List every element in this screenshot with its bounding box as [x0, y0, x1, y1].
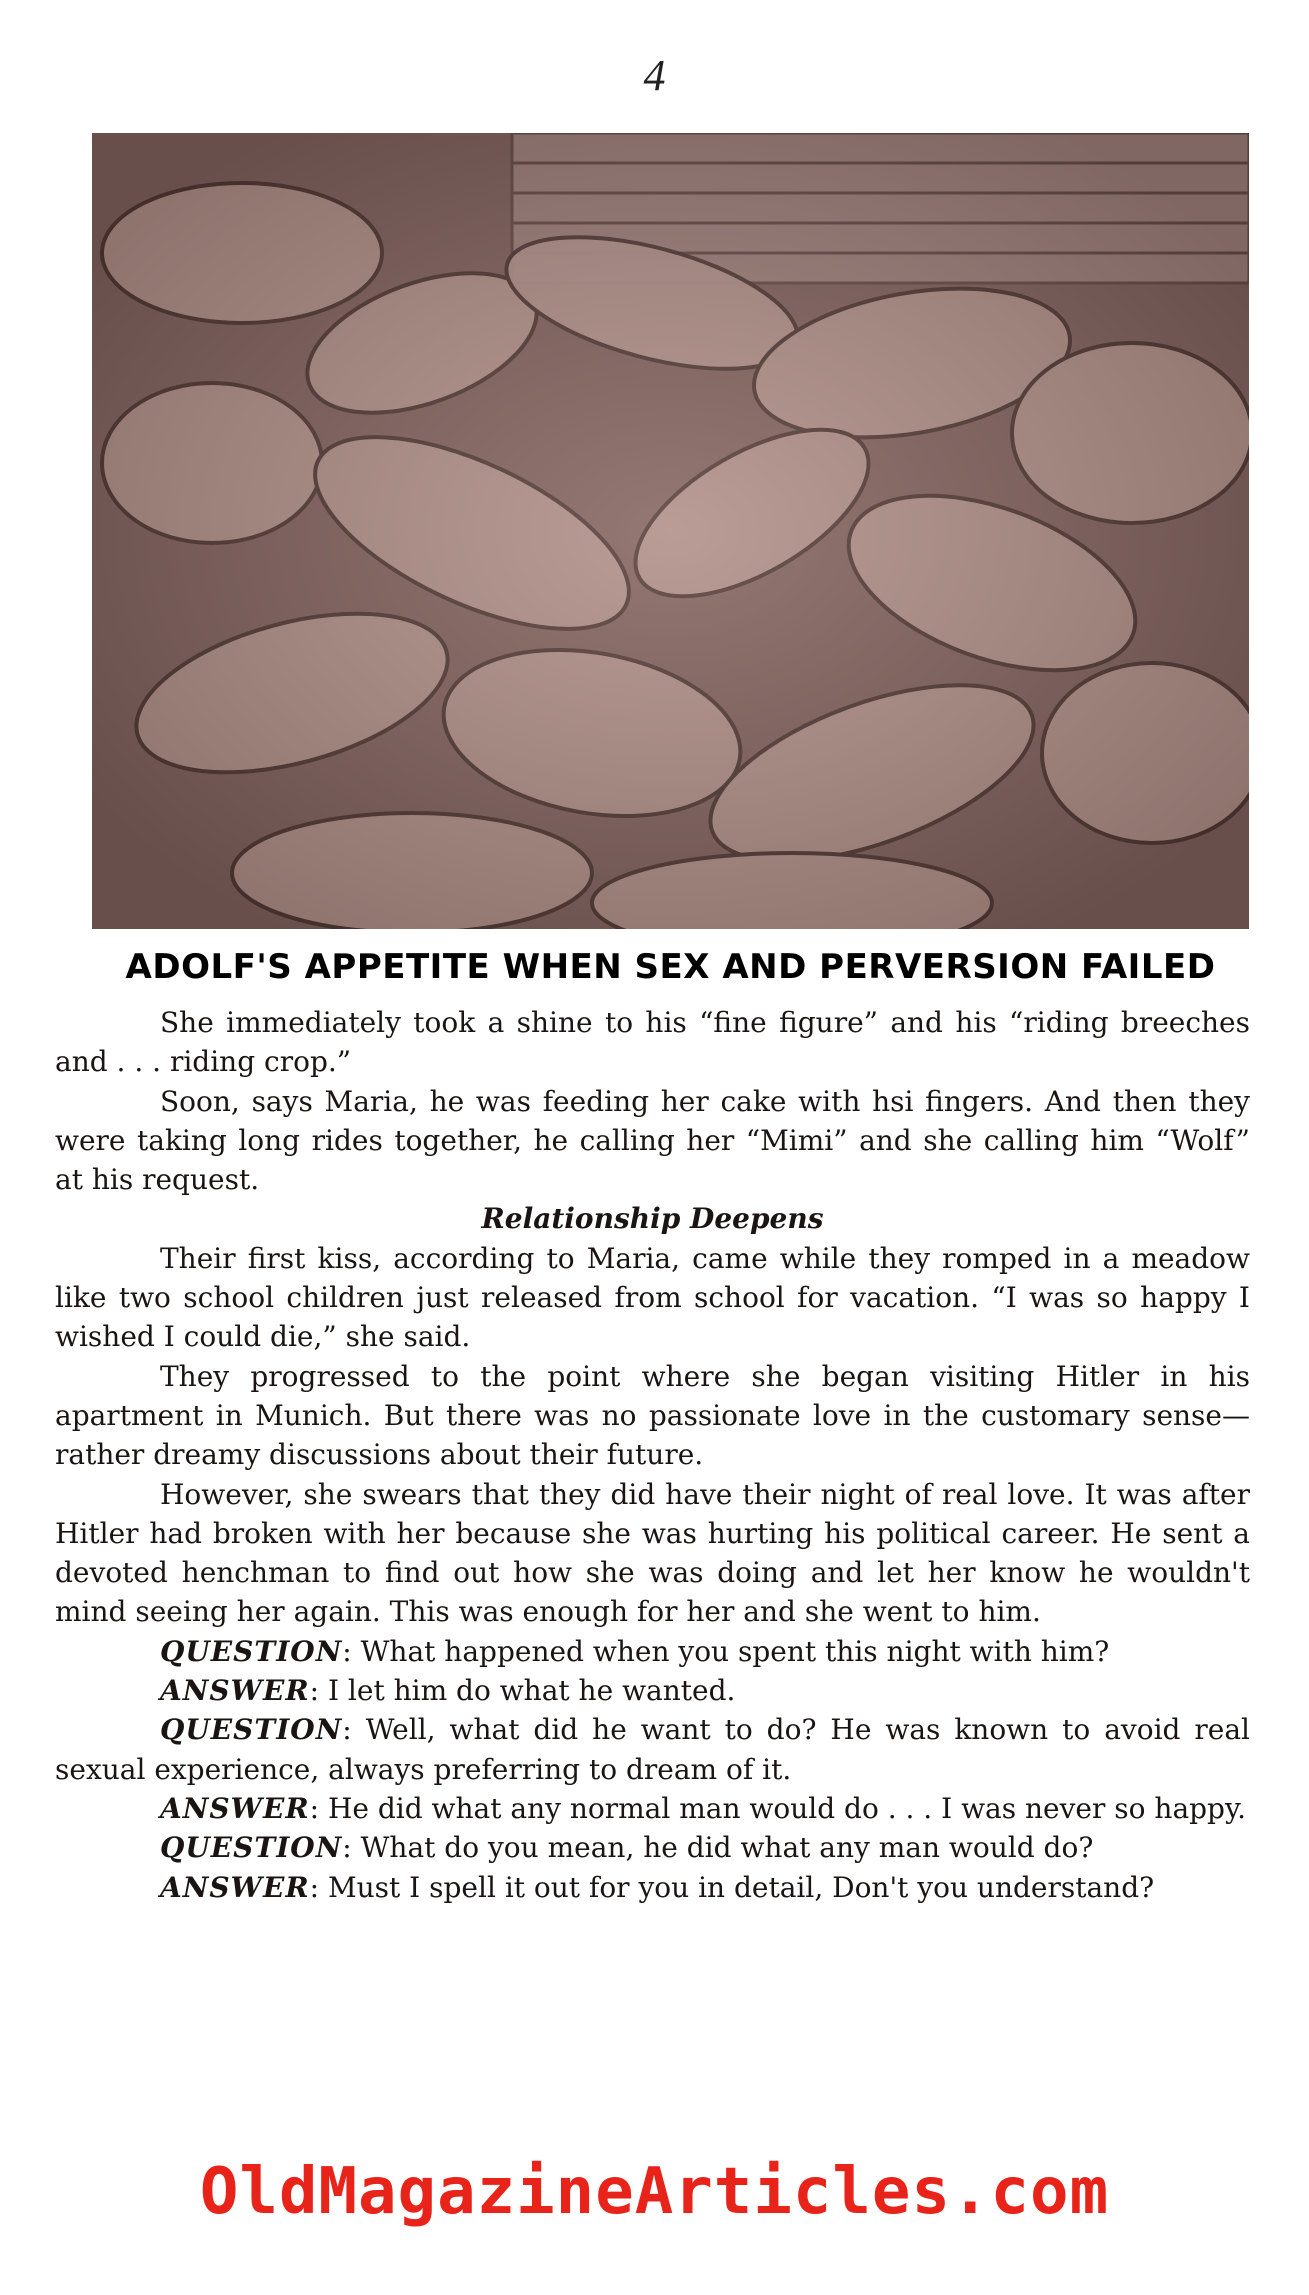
qa-line: ANSWER: He did what any normal man would do . . . I was never so happy.: [160, 1791, 1246, 1825]
paragraph: Their first kiss, according to Maria, came while they romped in a meadow like two school children just released from school for vacation. “I was so happy I wished I could die,” she said.: [55, 1241, 1250, 1354]
paragraph: Soon, says Maria, he was feeding her cake with hsi fingers. And then they were taking long rides together, he calling her “Mimi” and she calling him “Wolf” at his request.: [55, 1084, 1250, 1197]
qa-text: What happened when you spent this night with him?: [360, 1634, 1110, 1668]
qa-text: Well, what did he want to do? He was known to avoid real sexual experience, always preferring to dream of it.: [55, 1713, 1250, 1786]
qa-speaker: QUESTION: [160, 1634, 343, 1668]
section-subhead: Relationship Deepens: [481, 1202, 824, 1236]
paragraph: She immediately took a shine to his “fine figure” and his “riding breeches and . . . riding crop.”: [55, 1006, 1250, 1079]
qa-text: He did what any normal man would do . . . I was never so happy.: [327, 1791, 1246, 1825]
qa-speaker: ANSWER: [160, 1791, 310, 1825]
qa-line: ANSWER: Must I spell it out for you in detail, Don't you understand?: [160, 1870, 1155, 1904]
archival-photo-icon: [92, 133, 1249, 929]
qa-text: What do you mean, he did what any man would do?: [360, 1831, 1094, 1865]
page-number: 4: [643, 51, 666, 100]
article-body: [55, 1003, 1250, 1907]
qa-line: QUESTION: What happened when you spent this night with him?: [160, 1634, 1110, 1668]
qa-speaker: QUESTION: [160, 1713, 343, 1747]
qa-speaker: ANSWER: [160, 1870, 310, 1904]
qa-line: QUESTION: What do you mean, he did what any man would do?: [160, 1831, 1094, 1865]
qa-speaker: ANSWER: [160, 1674, 310, 1708]
paragraph: They progressed to the point where she began visiting Hitler in his apartment in Munich. But there was no passionate love in the customary sense—rather dreamy discussions about their future.: [55, 1359, 1250, 1472]
headline: ADOLF'S APPETITE WHEN SEX AND PERVERSION FAILED: [125, 947, 1216, 987]
qa-text: Must I spell it out for you in detail, Don't you understand?: [327, 1870, 1155, 1904]
qa-text: I let him do what he wanted.: [327, 1674, 736, 1708]
qa-line: ANSWER: I let him do what he wanted.: [160, 1674, 736, 1708]
paragraph: However, she swears that they did have their night of real love. It was after Hitler had broken with her because she was hurting his political career. He sent a devoted henchman to find out how she was doing and let her know he wouldn't mind seeing her again. This was enough for her and she went to him.: [55, 1477, 1250, 1629]
site-watermark[interactable]: OldMagazineArticles.com: [199, 2155, 1110, 2229]
archival-photo: [92, 133, 1249, 929]
qa-speaker: QUESTION: [160, 1831, 343, 1865]
qa-line: QUESTION: Well, what did he want to do? He was known to avoid real sexual experience, always preferring to dream of it.: [55, 1713, 1250, 1786]
